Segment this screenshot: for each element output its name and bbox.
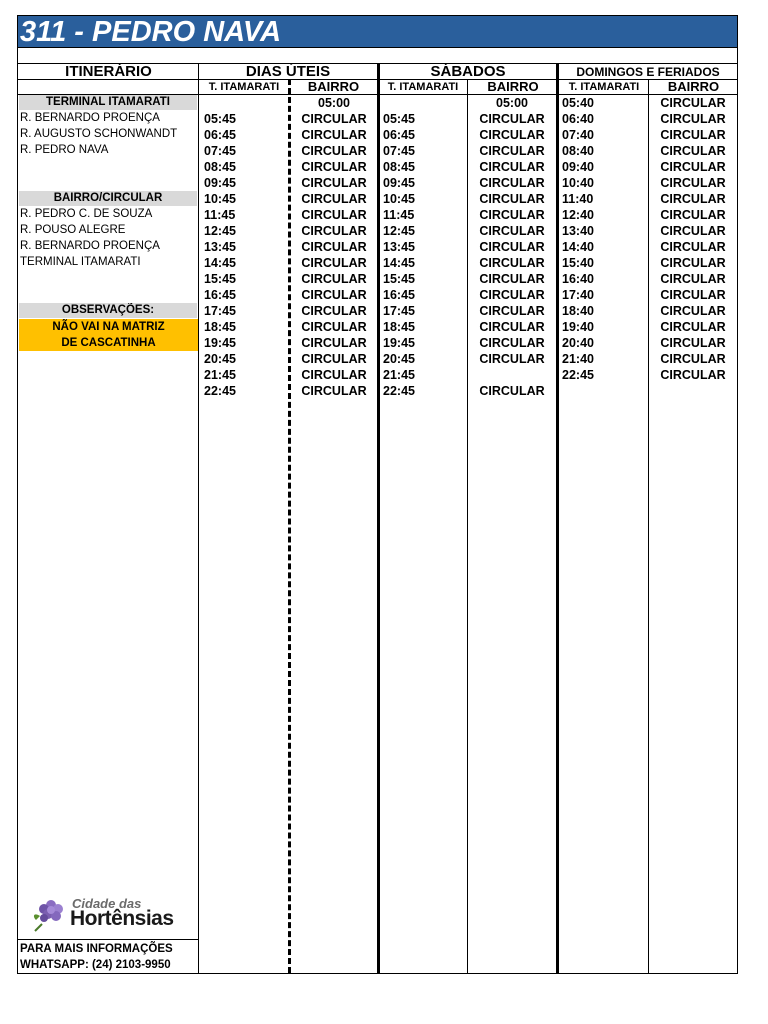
bairro-entry: CIRCULAR xyxy=(301,384,367,398)
bairro-entry: CIRCULAR xyxy=(660,96,726,110)
bairro-entry: CIRCULAR xyxy=(479,112,545,126)
bairro-entry: CIRCULAR xyxy=(660,208,726,222)
bairro-entry: CIRCULAR xyxy=(479,144,545,158)
bairro-entry: CIRCULAR xyxy=(660,256,726,270)
itinerary-stop: R. POUSO ALEGRE xyxy=(20,224,126,236)
bairro-entry: CIRCULAR xyxy=(660,288,726,302)
departure-time: 08:45 xyxy=(383,160,415,174)
departure-time: 09:45 xyxy=(204,176,236,190)
departure-time: 06:40 xyxy=(562,112,594,126)
departure-time: 12:45 xyxy=(204,224,236,238)
departure-time: 19:45 xyxy=(383,336,415,350)
column-divider xyxy=(467,79,468,973)
itinerary-section-bairro: BAIRRO/CIRCULAR xyxy=(19,191,197,206)
itinerary-stop: R. PEDRO C. DE SOUZA xyxy=(20,208,153,220)
bairro-entry: CIRCULAR xyxy=(479,176,545,190)
bairro-entry: CIRCULAR xyxy=(301,320,367,334)
bairro-entry: CIRCULAR xyxy=(301,208,367,222)
departure-time: 16:45 xyxy=(383,288,415,302)
itinerary-stop: R. BERNARDO PROENÇA xyxy=(20,112,160,124)
bairro-entry: CIRCULAR xyxy=(479,288,545,302)
departure-time: 15:45 xyxy=(204,272,236,286)
bairro-entry: CIRCULAR xyxy=(301,272,367,286)
blank-row xyxy=(18,49,737,64)
departure-time: 22:45 xyxy=(562,368,594,382)
bairro-entry: CIRCULAR xyxy=(301,128,367,142)
logo-line2: Hortênsias xyxy=(70,907,174,930)
bairro-entry: CIRCULAR xyxy=(660,128,726,142)
column-divider xyxy=(198,63,199,973)
header-itinerario: ITINERÁRIO xyxy=(65,64,152,79)
du-terminal-column xyxy=(201,95,287,399)
departure-time: 09:45 xyxy=(383,176,415,190)
departure-time: 07:45 xyxy=(383,144,415,158)
dom-terminal-column xyxy=(559,95,647,383)
departure-time: 06:45 xyxy=(204,128,236,142)
departure-time xyxy=(201,95,287,111)
bairro-entry: CIRCULAR xyxy=(479,320,545,334)
bairro-entry: CIRCULAR xyxy=(479,384,545,398)
bairro-entry: CIRCULAR xyxy=(479,336,545,350)
header-domingos: DOMINGOS E FERIADOS xyxy=(576,65,720,79)
bairro-entry: CIRCULAR xyxy=(660,352,726,366)
bairro-entry: CIRCULAR xyxy=(660,272,726,286)
bairro-entry: CIRCULAR xyxy=(301,224,367,238)
departure-time: 21:45 xyxy=(383,368,415,382)
departure-time: 05:40 xyxy=(562,96,594,110)
bairro-entry: CIRCULAR xyxy=(479,272,545,286)
departure-time: 16:40 xyxy=(562,272,594,286)
departure-time: 13:40 xyxy=(562,224,594,238)
departure-time: 11:40 xyxy=(562,192,594,206)
subheader-dom-bairro: BAIRRO xyxy=(667,80,720,94)
subheader-du-terminal: T. ITAMARATI xyxy=(208,81,280,93)
itinerary-stop: R. BERNARDO PROENÇA xyxy=(20,240,160,252)
departure-time: 22:45 xyxy=(383,384,415,398)
bairro-entry: CIRCULAR xyxy=(301,304,367,318)
departure-time: 13:45 xyxy=(204,240,236,254)
departure-time: 08:45 xyxy=(204,160,236,174)
departure-time: 14:40 xyxy=(562,240,594,254)
departure-time: 11:45 xyxy=(204,208,236,222)
departure-time: 19:45 xyxy=(204,336,236,350)
bairro-entry: CIRCULAR xyxy=(301,288,367,302)
departure-time: 18:45 xyxy=(383,320,415,334)
bairro-entry: CIRCULAR xyxy=(479,352,545,366)
departure-time: 18:40 xyxy=(562,304,594,318)
departure-time: 15:40 xyxy=(562,256,594,270)
column-divider xyxy=(648,79,649,973)
itinerary-stop: R. AUGUSTO SCHONWANDT xyxy=(20,128,178,140)
itinerary-section-terminal: TERMINAL ITAMARATI xyxy=(19,95,197,110)
departure-time: 07:45 xyxy=(204,144,236,158)
observation-line: NÃO VAI NA MATRIZ xyxy=(52,321,165,333)
sab-terminal-column xyxy=(380,95,466,399)
departure-time: 20:45 xyxy=(204,352,236,366)
sab-bairro-column xyxy=(469,95,555,399)
departure-time: 07:40 xyxy=(562,128,594,142)
bairro-entry: CIRCULAR xyxy=(660,160,726,174)
bairro-entry: CIRCULAR xyxy=(479,208,545,222)
departure-time xyxy=(380,95,466,111)
bairro-entry: CIRCULAR xyxy=(301,336,367,350)
header-sabados: SÁBADOS xyxy=(430,64,506,79)
departure-time: 09:40 xyxy=(562,160,594,174)
departure-time: 17:45 xyxy=(383,304,415,318)
departure-time: 14:45 xyxy=(383,256,415,270)
bairro-entry: CIRCULAR xyxy=(301,256,367,270)
info-line1: PARA MAIS INFORMAÇÕES xyxy=(20,943,173,955)
departure-time: 05:45 xyxy=(204,112,236,126)
subheader-sab-terminal: T. ITAMARATI xyxy=(387,81,459,93)
contact-info xyxy=(20,941,173,973)
subheader-du-bairro: BAIRRO xyxy=(307,80,360,94)
departure-time: 20:45 xyxy=(383,352,415,366)
city-logo xyxy=(32,894,192,934)
departure-time: 10:40 xyxy=(562,176,594,190)
departure-time: 18:45 xyxy=(204,320,236,334)
itinerary-stop: R. PEDRO NAVA xyxy=(20,144,109,156)
bairro-entry: CIRCULAR xyxy=(660,336,726,350)
departure-time: 17:40 xyxy=(562,288,594,302)
bairro-entry: CIRCULAR xyxy=(660,240,726,254)
bairro-entry: CIRCULAR xyxy=(479,304,545,318)
departure-time: 20:40 xyxy=(562,336,594,350)
subheader-sab-bairro: BAIRRO xyxy=(487,80,539,94)
departure-time: 11:45 xyxy=(383,208,415,222)
departure-time: 12:45 xyxy=(383,224,415,238)
bairro-entry: CIRCULAR xyxy=(479,256,545,270)
bairro-entry: 05:00 xyxy=(496,96,528,110)
departure-time: 19:40 xyxy=(562,320,594,334)
itinerary-stop: TERMINAL ITAMARATI xyxy=(20,256,141,268)
bairro-entry: CIRCULAR xyxy=(660,192,726,206)
bairro-entry xyxy=(469,367,555,383)
departure-time: 10:45 xyxy=(204,192,236,206)
bairro-entry: CIRCULAR xyxy=(660,320,726,334)
departure-time: 16:45 xyxy=(204,288,236,302)
bairro-entry: CIRCULAR xyxy=(479,160,545,174)
departure-time: 05:45 xyxy=(383,112,415,126)
bairro-entry: CIRCULAR xyxy=(660,304,726,318)
departure-time: 15:45 xyxy=(383,272,415,286)
dom-bairro-column xyxy=(650,95,736,383)
departure-time: 12:40 xyxy=(562,208,594,222)
page-title: 311 - PEDRO NAVA xyxy=(18,16,737,48)
observations-label: OBSERVAÇÕES: xyxy=(19,303,197,318)
departure-time: 21:45 xyxy=(204,368,236,382)
bairro-entry: 05:00 xyxy=(318,96,350,110)
bairro-entry: CIRCULAR xyxy=(301,192,367,206)
logo-line1: Cidade das xyxy=(72,896,142,911)
bairro-entry: CIRCULAR xyxy=(660,224,726,238)
bairro-entry: CIRCULAR xyxy=(301,176,367,190)
bairro-entry: CIRCULAR xyxy=(479,192,545,206)
departure-time: 17:45 xyxy=(204,304,236,318)
departure-time: 13:45 xyxy=(383,240,415,254)
info-divider xyxy=(18,939,199,940)
departure-time: 10:45 xyxy=(383,192,415,206)
bairro-entry: CIRCULAR xyxy=(479,224,545,238)
header-dias-uteis: DIAS ÚTEIS xyxy=(245,64,331,79)
bairro-entry: CIRCULAR xyxy=(301,368,367,382)
bairro-entry: CIRCULAR xyxy=(301,240,367,254)
du-bairro-column xyxy=(291,95,377,399)
departure-time: 06:45 xyxy=(383,128,415,142)
bairro-entry: CIRCULAR xyxy=(301,352,367,366)
subheader-dom-terminal: T. ITAMARATI xyxy=(568,81,640,93)
info-whatsapp: WHATSAPP: (24) 2103-9950 xyxy=(20,959,171,971)
bairro-entry: CIRCULAR xyxy=(660,368,726,382)
bairro-entry: CIRCULAR xyxy=(479,240,545,254)
bairro-entry: CIRCULAR xyxy=(660,112,726,126)
schedule-sheet xyxy=(17,15,738,974)
departure-time: 22:45 xyxy=(204,384,236,398)
bairro-entry: CIRCULAR xyxy=(660,144,726,158)
observations-note xyxy=(19,319,198,351)
departure-time: 08:40 xyxy=(562,144,594,158)
bairro-entry: CIRCULAR xyxy=(301,112,367,126)
bairro-entry: CIRCULAR xyxy=(479,128,545,142)
departure-time: 14:45 xyxy=(204,256,236,270)
departure-time: 21:40 xyxy=(562,352,594,366)
bairro-entry: CIRCULAR xyxy=(660,176,726,190)
bairro-entry: CIRCULAR xyxy=(301,160,367,174)
bairro-entry: CIRCULAR xyxy=(301,144,367,158)
hydrangea-icon xyxy=(32,894,70,932)
observation-line: DE CASCATINHA xyxy=(61,337,156,349)
